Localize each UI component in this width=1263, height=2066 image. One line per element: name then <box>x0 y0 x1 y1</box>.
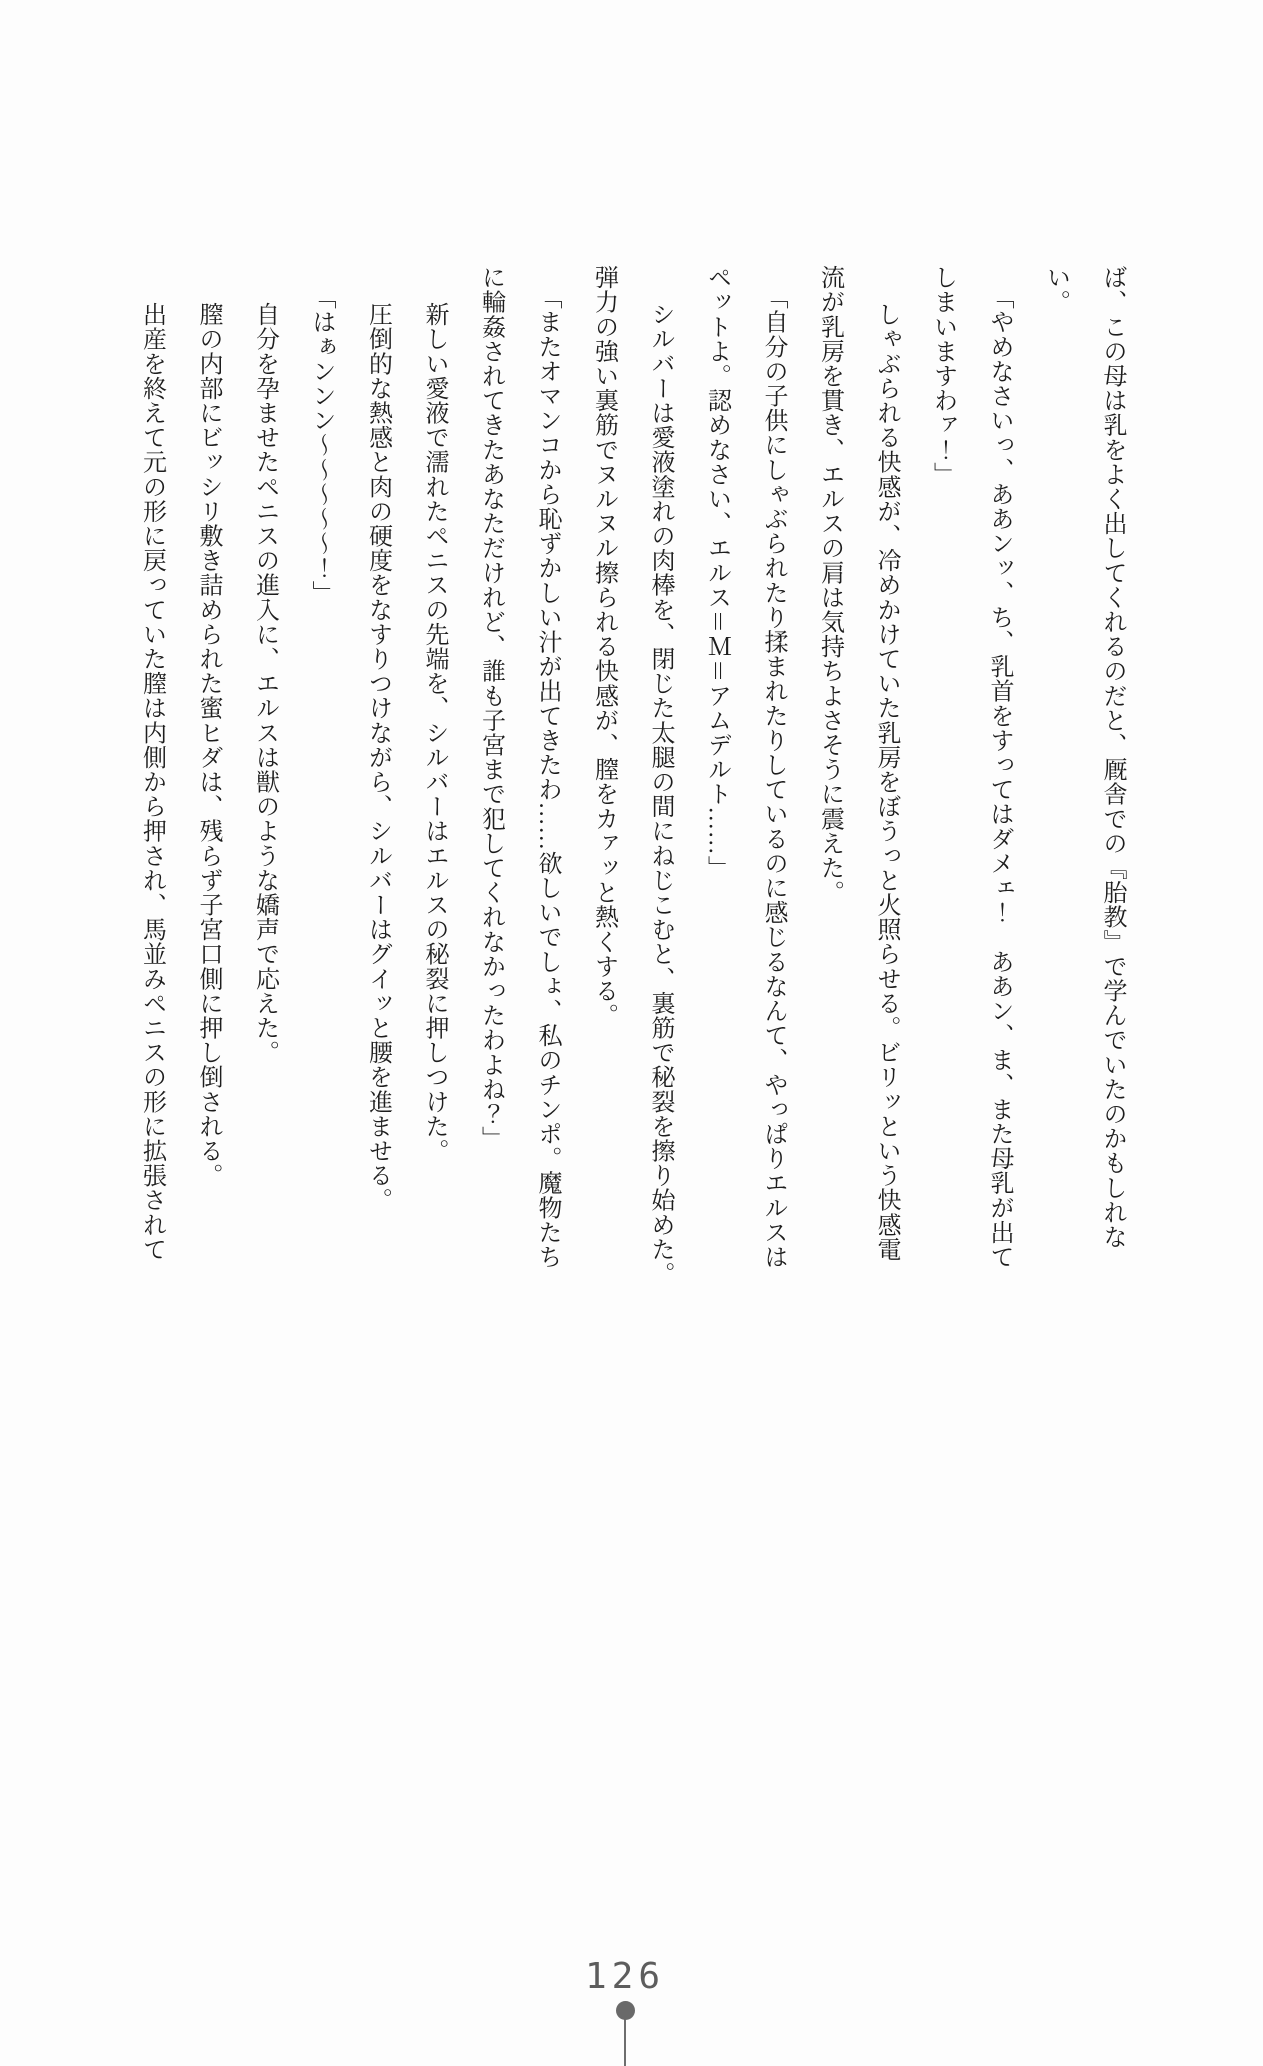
text-line: 「またオマンコから恥ずかしい汁が出てきたわ……欲しいでしょ、私のチンポ。魔物たち <box>534 285 560 1269</box>
text-line: 「やめなさいっ、ああンッ、ち、乳首をすってはダメェ！ ああン、ま、また母乳が出て <box>986 285 1012 1269</box>
text-line: しゃぶられる快感が、冷めかけていた乳房をぼうっと火照らせる。ビリッという快感電 <box>873 302 899 1262</box>
text-line: 自分を孕ませたペニスの進入に、エルスは獣のような嬌声で応えた。 <box>251 302 278 1065</box>
text-line: に輪姦されてきたあなただけれど、誰も子宮まで犯してくれなかったわよね？」 <box>477 265 504 1151</box>
text-line: ペットよ。認めなさい、エルス＝Ｍ＝アムデルト……」 <box>703 265 730 880</box>
text-line: 出産を終えて元の形に戻っていた膣は内側から押され、馬並みペニスの形に拡張されて <box>138 302 165 1262</box>
text-line: 「はぁンンン〜〜〜〜〜！」 <box>308 285 334 605</box>
text-line: い。 <box>1042 265 1069 315</box>
page-number: 126 <box>584 1956 666 1997</box>
text-line: 流が乳房を貫き、エルスの肩は気持ちよさそうに震えた。 <box>816 265 843 905</box>
text-line: 弾力の強い裏筋でヌルヌル擦られる快感が、膣をカァッと熱くする。 <box>590 265 617 1028</box>
text-line: 膣の内部にビッシリ敷き詰められた蜜ヒダは、残らず子宮口側に押し倒される。 <box>195 302 221 1188</box>
text-line: ば、この母は乳をよく出してくれるのだと、厩舎での『胎教』で学んでいたのかもしれな <box>1099 265 1125 1249</box>
body-text <box>123 265 1140 1286</box>
text-line: しまいますわァ！」 <box>929 265 956 487</box>
text-line: 「自分の子供にしゃぶられたり揉まれたりしているのに感じるなんて、やっぱりエルスは <box>760 285 786 1269</box>
text-line: 新しい愛液で濡れたペニスの先端を、シルバーはエルスの秘裂に押しつけた。 <box>421 302 447 1163</box>
footer-dot-icon <box>616 2001 635 2020</box>
text-line: 圧倒的な熱感と肉の硬度をなすりつけながら、シルバーはグイッと腰を進ませる。 <box>364 302 391 1213</box>
footer-rule <box>624 2012 626 2066</box>
text-line: シルバーは愛液塗れの肉棒を、閉じた太腿の間にねじこむと、裏筋で秘裂を擦り始めた。 <box>647 302 673 1286</box>
